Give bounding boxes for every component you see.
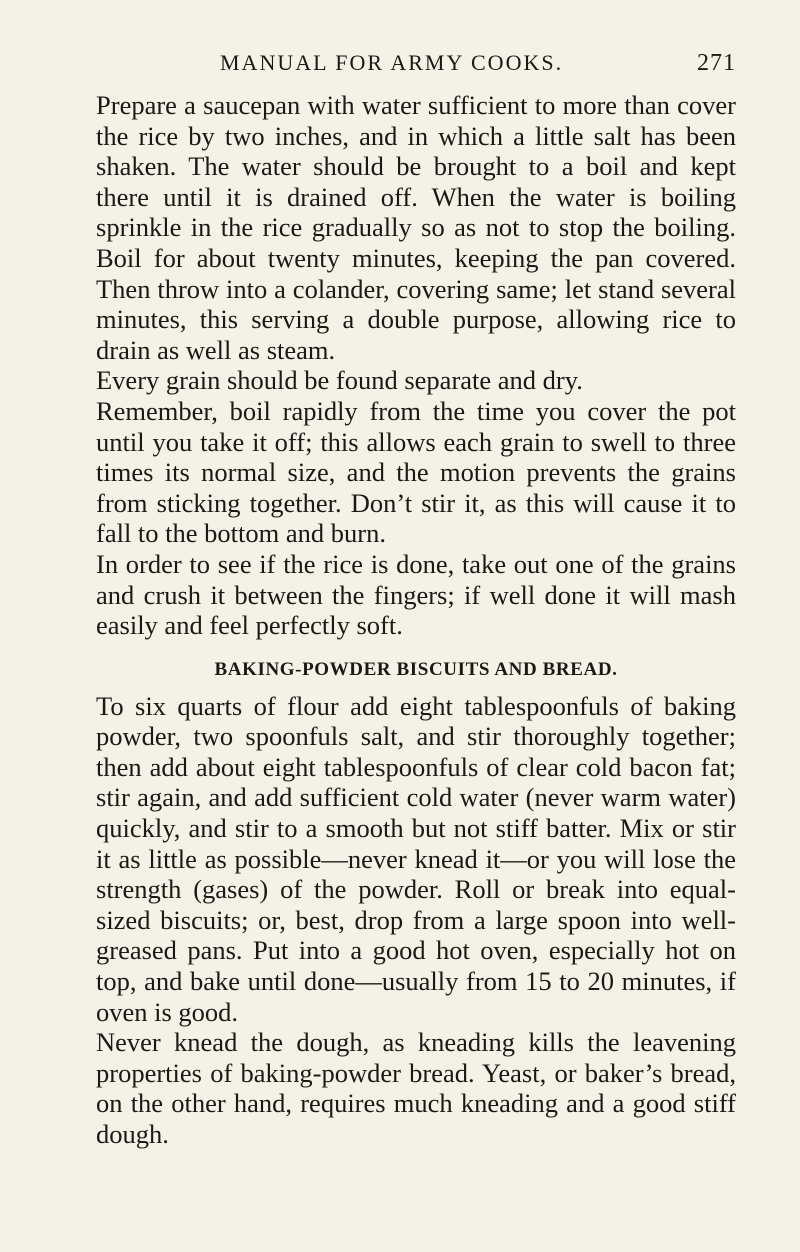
paragraph-rice-remember: Remember, boil rapidly from the time you cover the pot until you take it off; this allows each grain to swell to three times its normal size, and the motion prevents the grains from sticking together. Don’t stir it, as this will cause it to fall to the bottom and burn. bbox=[96, 395, 736, 549]
section-heading: BAKING-POWDER BISCUITS AND BREAD. bbox=[214, 658, 618, 680]
paragraph-never-knead: Never knead the dough, as kneading kills the leavening properties of baking-powder bread. Yeast, or baker’s bread, on the other hand, requires much kneading and a good stiff dough. bbox=[96, 1027, 736, 1149]
paragraph-rice-grain: Every grain should be found separate and dry. bbox=[96, 365, 583, 396]
biscuits-section bbox=[96, 659, 736, 1150]
paragraph-biscuits-recipe: To six quarts of flour add eight tablespoonfuls of baking powder, two spoonfuls salt, and stir thoroughly together; then add about eight tablespoonfuls of clear cold bacon fat; stir again, and add sufficient cold water (never warm water) quickly, and stir to a smooth but not stiff batter. Mix or stir it as little as possible—never knead it—or you will lose the strength (gases) of the powder. Roll or break into equal-sized biscuits; or, best, drop from a large spoon into well-greased pans. Put into a good hot oven, especially hot on top, and bake until done—usually from 15 to 20 minutes, if oven is good. bbox=[96, 690, 736, 1027]
running-head-title: MANUAL FOR ARMY COOKS. bbox=[220, 50, 564, 75]
book-page bbox=[96, 50, 736, 1150]
paragraph-rice-preparation: Prepare a saucepan with water sufficient to more than cover the rice by two inches, and in which a little salt has been shaken. The water should be brought to a boil and kept there until it is drained off. When the water is boiling sprinkle in the rice gradually so as not to stop the boiling. Boil for about twenty minutes, keeping the pan covered. Then throw into a colander, covering same; let stand several minutes, this serving a double purpose, allowing rice to drain as well as steam. bbox=[96, 90, 736, 365]
running-head bbox=[220, 50, 736, 90]
page-number: 271 bbox=[697, 50, 736, 76]
rice-section bbox=[96, 90, 736, 641]
paragraph-rice-doneness: In order to see if the rice is done, take out one of the grains and crush it between the fingers; if well done it will mash easily and feel perfectly soft. bbox=[96, 548, 736, 641]
